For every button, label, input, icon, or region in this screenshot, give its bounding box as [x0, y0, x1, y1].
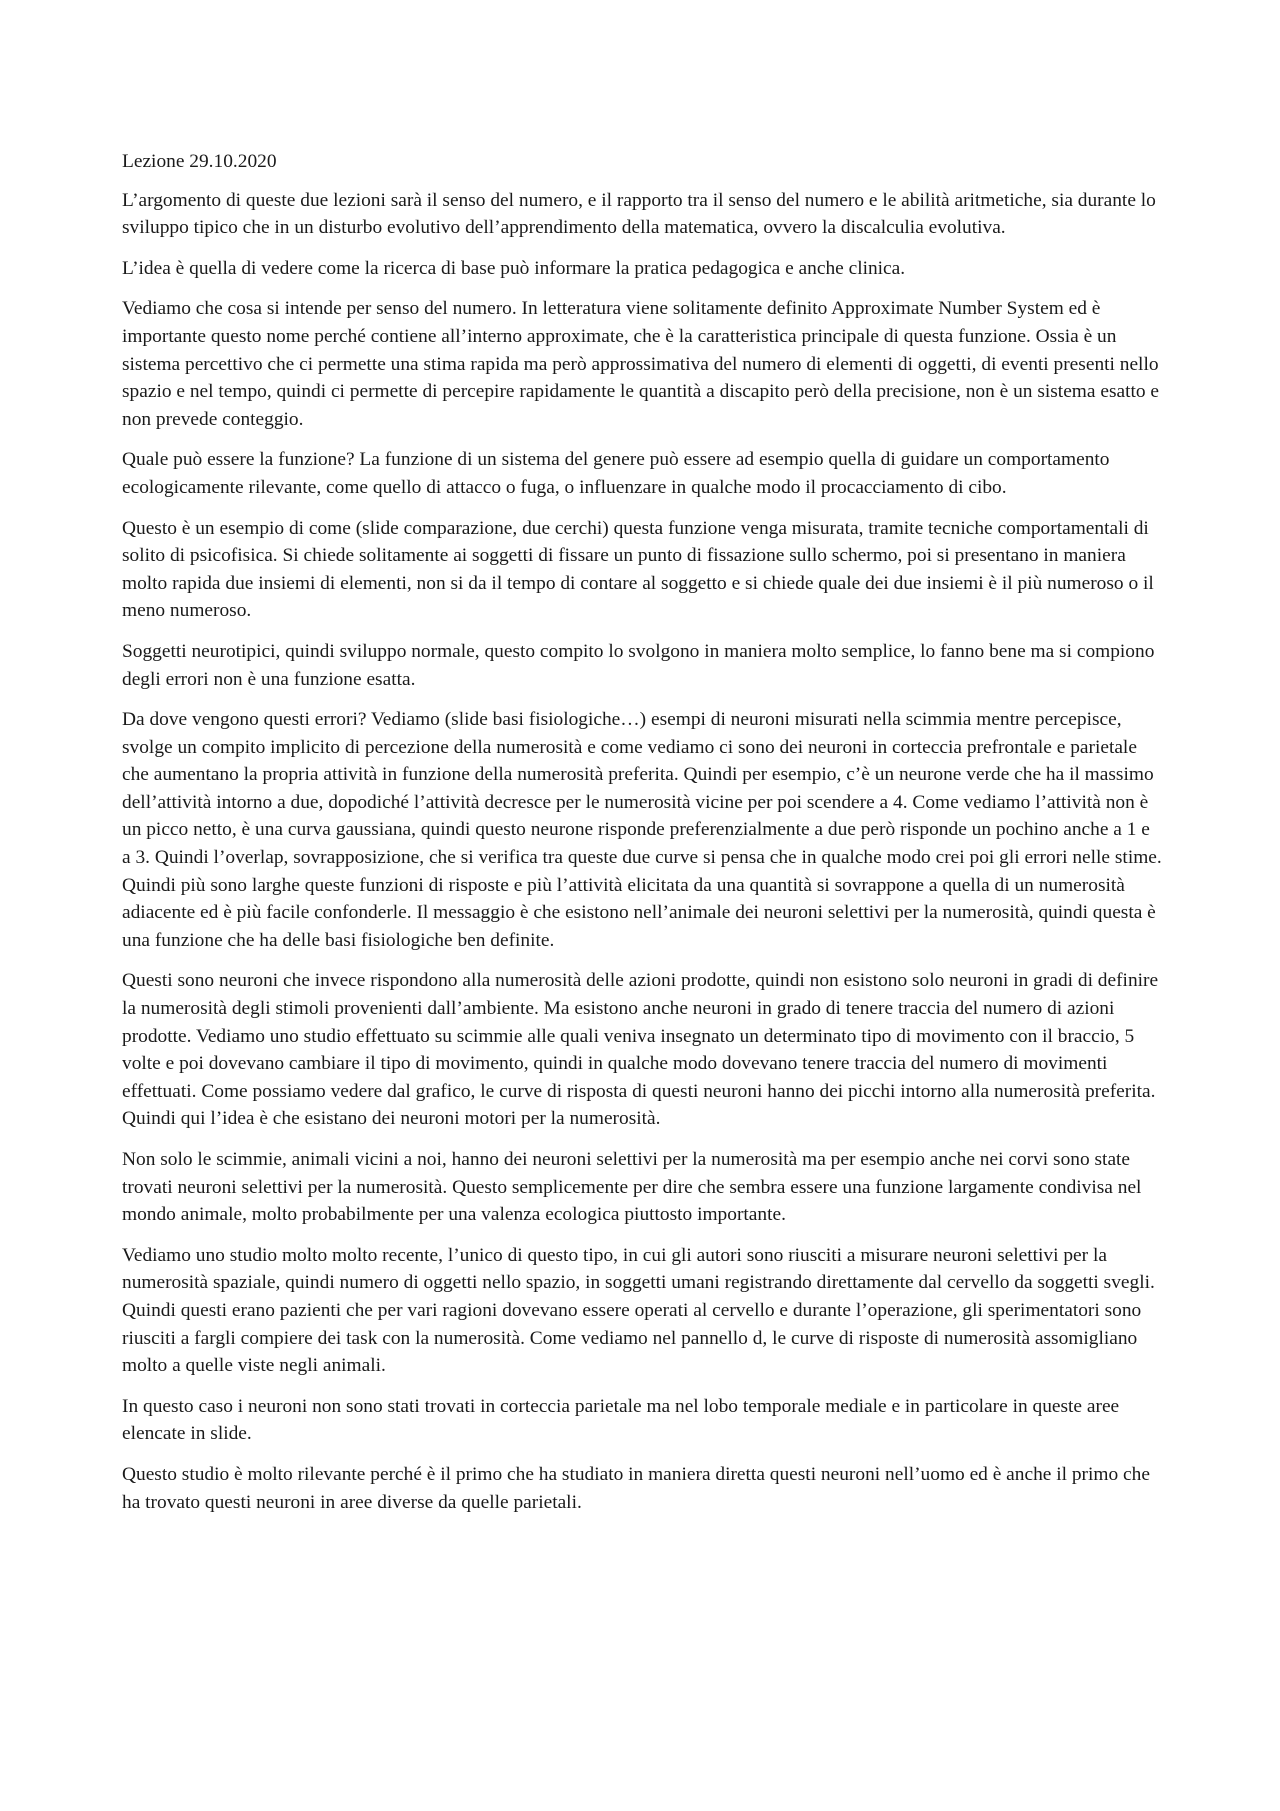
paragraph-10: Vediamo uno studio molto molto recente, l’unico di questo tipo, in cui gli autori sono riusciti a misurare neuroni selettivi per la numerosità spaziale, quindi numero di oggetti nello spazio, in soggetti umani registrando direttamente dal cervello da soggetti svegli. Quindi questi erano pazienti che per vari ragioni dovevano essere operati al cervello e durante l’operazione, gli sperimentatori sono riusciti a fargli compiere dei task con la numerosità. Come vediamo nel pannello d, le curve di risposte di numerosità assomigliano molto a quelle viste negli animali. — [122, 1244, 1155, 1377]
paragraph-6: Soggetti neurotipici, quindi sviluppo normale, questo compito lo svolgono in maniera molto semplice, lo fanno bene ma si compiono degli errori non è una funzione esatta. — [122, 640, 1155, 690]
paragraph-9: Non solo le scimmie, animali vicini a noi, hanno dei neuroni selettivi per la numerosità ma per esempio anche nei corvi sono state trovati neuroni selettivi per la numerosità. Questo semplicemente per dire che sembra essere una funzione largamente condivisa nel mondo animale, molto probabilmente per una valenza ecologica piuttosto importante. — [122, 1149, 1142, 1226]
document-title: Lezione 29.10.2020 — [122, 151, 277, 172]
document-page — [122, 148, 1162, 1529]
paragraph-12: Questo studio è molto rilevante perché è il primo che ha studiato in maniera diretta questi neuroni nell’uomo ed è anche il primo che ha trovato questi neuroni in aree diverse da quelle parietali. — [122, 1463, 1150, 1513]
paragraph-7: Da dove vengono questi errori? Vediamo (slide basi fisiologiche…) esempi di neuroni misurati nella scimmia mentre percepisce, svolge un compito implicito di percezione della numerosità e come vediamo ci sono dei neuroni in corteccia prefrontale e parietale che aumentano la propria attività in funzione della numerosità preferita. Quindi per esempio, c’è un neurone verde che ha il massimo dell’attività intorno a due, dopodiché l’attività decresce per le numerosità vicine per poi scendere a 4. Come vediamo l’attività non è un picco netto, è una curva gaussiana, quindi questo neurone risponde preferenzialmente a due però risponde un pochino anche a 1 e a 3. Quindi l’overlap, sovrapposizione, che si verifica tra queste due curve si pensa che in qualche modo crei poi gli errori nelle stime. Quindi più sono larghe queste funzioni di risposte e più l’attività elicitata da una quantità si sovrappone a quella di un numerosità adiacente ed è più facile confonderle. Il messaggio è che esistono nell’animale dei neuroni selettivi per la numerosità, quindi questa è una funzione che ha delle basi fisiologiche ben definite. — [122, 709, 1162, 951]
paragraph-5: Questo è un esempio di come (slide comparazione, due cerchi) questa funzione venga misurata, tramite tecniche comportamentali di solito di psicofisica. Si chiede solitamente ai soggetti di fissare un punto di fissazione sullo schermo, poi si presentano in maniera molto rapida due insiemi di elementi, non si da il tempo di contare al soggetto e si chiede quale dei due insiemi è il più numeroso o il meno numeroso. — [122, 517, 1154, 622]
paragraph-11: In questo caso i neuroni non sono stati trovati in corteccia parietale ma nel lobo temporale mediale e in particolare in queste aree elencate in slide. — [122, 1395, 1120, 1445]
paragraph-3: Vediamo che cosa si intende per senso del numero. In letteratura viene solitamente definito Approximate Number System ed è importante questo nome perché contiene all’interno approximate, che è la caratteristica principale di questa funzione. Ossia è un sistema percettivo che ci permette una stima rapida ma però approssimativa del numero di elementi di oggetti, di eventi presenti nello spazio e nel tempo, quindi ci permette di percepire rapidamente le quantità a discapito però della precisione, non è un sistema esatto e non prevede conteggio. — [122, 298, 1160, 430]
paragraph-2: L’idea è quella di vedere come la ricerca di base può informare la pratica pedagogica e anche clinica. — [122, 257, 906, 279]
paragraph-4: Quale può essere la funzione? La funzione di un sistema del genere può essere ad esempio quella di guidare un comportamento ecologicamente rilevante, come quello di attacco o fuga, o influenzare in qualche modo il procacciamento di cibo. — [122, 449, 1110, 498]
paragraph-8: Questi sono neuroni che invece rispondono alla numerosità delle azioni prodotte, quindi non esistono solo neuroni in gradi di definire la numerosità degli stimoli provenienti dall’ambiente. Ma esistono anche neuroni in grado di tenere traccia del numero di azioni prodotte. Vediamo uno studio effettuato su scimmie alle quali veniva insegnato un determinato tipo di movimento con il braccio, 5 volte e poi dovevano cambiare il tipo di movimento, quindi in qualche modo dovevano tenere traccia del numero di movimenti effettuati. Come possiamo vedere dal grafico, le curve di risposta di questi neuroni hanno dei picchi intorno alla numerosità preferita. Quindi qui l’idea è che esistano dei neuroni motori per la numerosità. — [122, 970, 1159, 1130]
paragraph-1: L’argomento di queste due lezioni sarà il senso del numero, e il rapporto tra il senso del numero e le abilità aritmetiche, sia durante lo sviluppo tipico che in un disturbo evolutivo dell’apprendimento della matematica, ovvero la discalculia evolutiva. — [122, 189, 1156, 239]
